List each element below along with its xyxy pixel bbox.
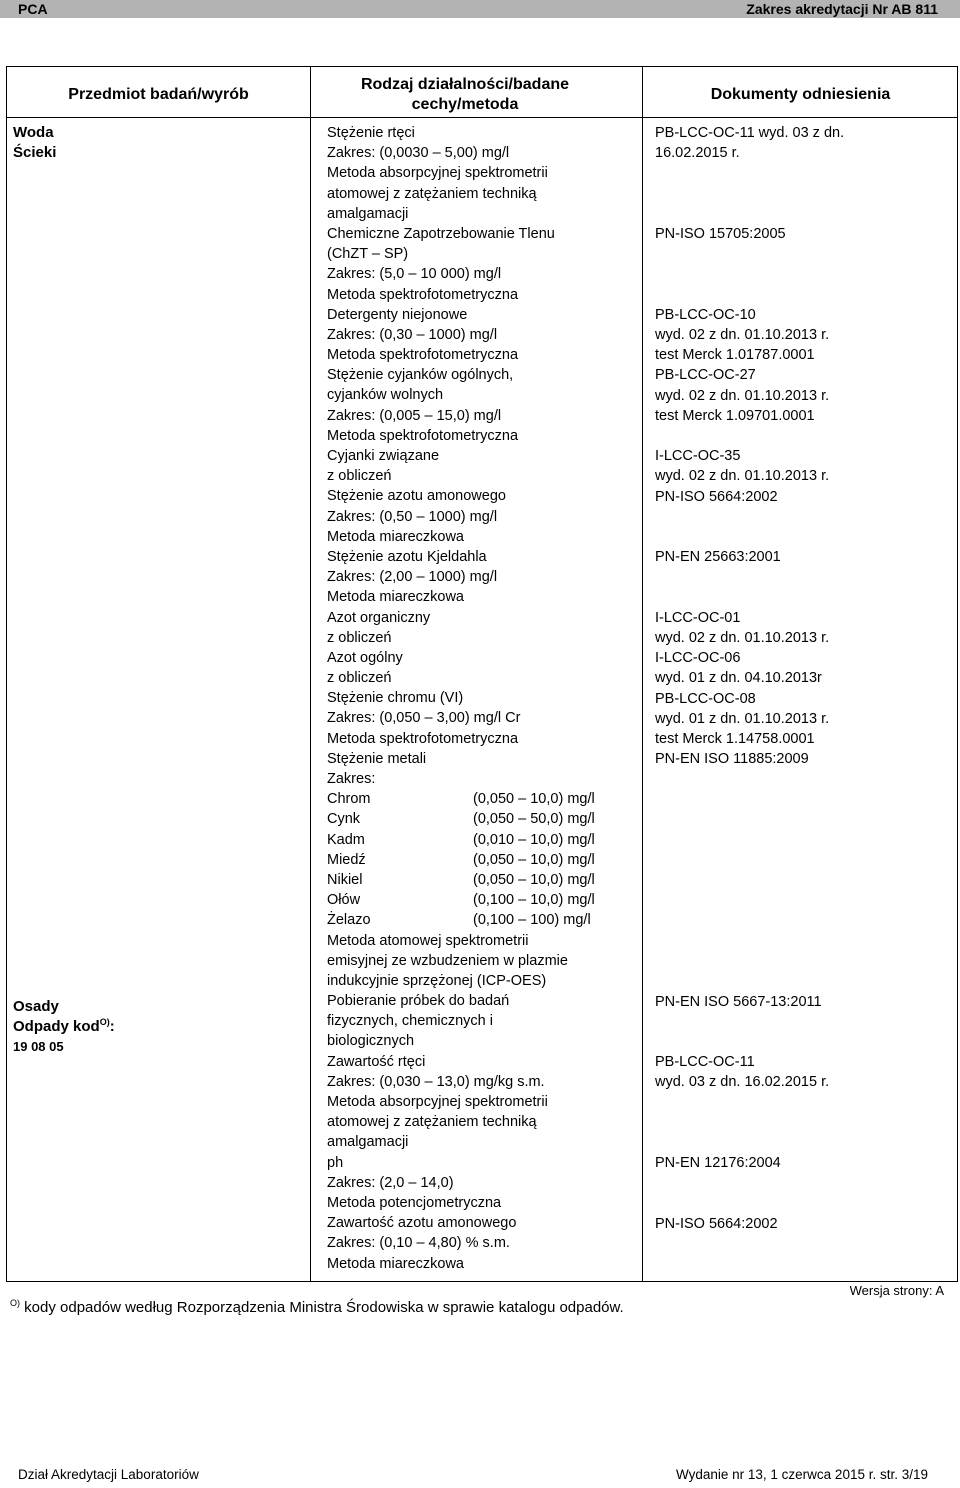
metal-name: Nikiel [327,871,363,888]
method-line: Zakres: (5,0 – 10 000) mg/l [327,266,502,283]
document-entry [655,487,778,507]
header-right: Zakres akredytacji Nr AB 811 [746,1,938,17]
document-line: PB-LCC-OC-08 [655,690,756,707]
method-line: Zawartość rtęci [327,1053,426,1070]
document-line: wyd. 01 z dn. 01.10.2013 r. [655,710,830,727]
method-line: cyjanków wolnych [327,387,444,404]
method-line: Stężenie azotu Kjeldahla [327,548,487,565]
method-line: Stężenie azotu amonowego [327,488,506,505]
subject-water [13,123,56,163]
document-line: wyd. 03 z dn. 16.02.2015 r. [655,1074,830,1091]
page-footer [18,1466,928,1484]
method-line: Stężenie rtęci [327,125,415,141]
method-line: Zakres: (0,0030 – 5,00) mg/l [327,145,510,162]
document-line: 16.02.2015 r. [655,145,740,162]
method-line: Metoda spektrofotometryczna [327,427,519,444]
subject-sludge [13,997,115,1058]
method-line: atomowej z zatężaniem techniką [327,185,537,202]
document-line: PB-LCC-OC-11 wyd. 03 z dn. [655,125,845,141]
metal-name: Miedź [327,851,366,868]
document-entry [655,1052,829,1092]
method-line: Stężenie metali [327,750,427,767]
document-line: PN-EN ISO 11885:2009 [655,751,809,768]
method-line: Metoda spektrofotometryczna [327,286,519,303]
subject-line: Osady [13,998,59,1015]
method-line: Metoda spektrofotometryczna [327,347,519,364]
footnote-text: kody odpadów według Rozporządzenia Ministra Środowiska w sprawie katalogu odpadów. [20,1299,624,1316]
method-line: Chemiczne Zapotrzebowanie Tlenu [327,225,555,242]
method-line: amalgamacji [327,1134,409,1151]
metal-range: (0,100 – 100) mg/l [473,912,591,929]
document-entry [655,749,809,769]
method-line: Zakres: (0,030 – 13,0) mg/kg s.m. [327,1073,545,1090]
method-line: fizycznych, chemicznych i [327,1013,493,1030]
document-line: PN-EN 25663:2001 [655,549,781,566]
document-entry [655,648,822,688]
document-entry [655,446,829,486]
document-entry [655,992,822,1012]
document-entry [655,224,786,244]
footer-right: Wydanie nr 13, 1 czerwca 2015 r. str. 3/19 [675,1467,928,1482]
footnote-marker: O) [10,1298,20,1308]
metal-range: (0,050 – 50,0) mg/l [473,811,595,828]
method-line: atomowej z zatężaniem techniką [327,1114,537,1131]
document-line: I-LCC-OC-35 [655,448,741,465]
method-line: Cyjanki związane [327,448,440,464]
page-header-bar [0,0,960,18]
header-row-divider [7,117,957,118]
method-line: Zawartość azotu amonowego [327,1215,517,1232]
document-line: wyd. 02 z dn. 01.10.2013 r. [655,387,830,404]
method-line: Metoda miareczkowa [327,1255,464,1272]
col-header-subject: Przedmiot badań/wyrób [68,86,249,103]
metal-row [327,789,595,809]
metal-range: (0,100 – 10,0) mg/l [473,892,595,909]
document-line: wyd. 02 z dn. 01.10.2013 r. [655,629,830,646]
document-entry [655,1153,781,1173]
method-line: indukcyjnie sprzężonej (ICP-OES) [327,972,547,989]
column-divider [642,67,643,1281]
subject-line: Woda [13,124,54,141]
accreditation-table [6,66,958,1282]
document-line: test Merck 1.14758.0001 [655,730,815,747]
subject-line: 19 08 05 [13,1039,64,1055]
document-line: PN-EN ISO 5667-13:2011 [655,993,822,1010]
method-line: Zakres: (0,30 – 1000) mg/l [327,326,498,343]
document-line: wyd. 02 z dn. 01.10.2013 r. [655,468,830,485]
method-line: Zakres: (0,005 – 15,0) mg/l [327,407,502,424]
method-line: emisyjnej ze wzbudzeniem w plazmie [327,952,568,969]
document-entry [655,689,829,750]
document-line: PN-ISO 5664:2002 [655,1215,778,1232]
method-line: Zakres: (0,50 – 1000) mg/l [327,508,498,525]
metal-range: (0,010 – 10,0) mg/l [473,831,595,848]
document-line: PN-EN 12176:2004 [655,1155,781,1172]
method-line: (ChZT – SP) [327,246,409,263]
method-line: ph [327,1154,344,1171]
document-entry [655,547,781,567]
metal-name: Cynk [327,811,361,828]
metal-row [327,910,591,930]
method-line: biologicznych [327,1033,415,1050]
method-line: Stężenie chromu (VI) [327,690,464,707]
footnote-marker: O) [99,1017,110,1028]
document-entry [655,305,829,366]
method-line: Zakres: (2,00 – 1000) mg/l [327,569,498,586]
metal-row [327,850,595,870]
metal-row [327,809,595,829]
subject-line: Ścieki [13,144,57,162]
document-line: I-LCC-OC-01 [655,609,741,626]
metal-name: Ołów [327,892,361,909]
document-entry [655,1214,778,1234]
col-header-method: Rodzaj działalności/badane cechy/metoda [360,76,570,113]
method-line: Zakres: (2,0 – 14,0) [327,1174,454,1191]
method-line: Detergenty niejonowe [327,306,468,323]
header-left: PCA [18,1,48,17]
document-line: I-LCC-OC-06 [655,650,741,667]
methods-column [327,123,595,1274]
document-line: PN-ISO 5664:2002 [655,488,778,505]
metal-row [327,830,595,850]
metal-range: (0,050 – 10,0) mg/l [473,851,595,868]
method-line: Zakres: [327,771,376,787]
document-line: PB-LCC-OC-11 [655,1054,755,1071]
document-entry [655,365,829,426]
metal-name: Kadm [327,831,365,848]
waste-code-colon: : [109,1018,115,1036]
document-line: PB-LCC-OC-27 [655,367,756,384]
method-line: Metoda absorpcyjnej spektrometrii [327,165,548,182]
waste-code-label: Odpady kod [13,1018,100,1036]
metal-name: Chrom [327,791,371,808]
footnote [10,1298,624,1318]
metal-range: (0,050 – 10,0) mg/l [473,791,595,808]
method-line: Zakres: (0,10 – 4,80) % s.m. [327,1235,510,1252]
method-line: Metoda potencjometryczna [327,1194,502,1211]
method-line: Metoda miareczkowa [327,589,464,606]
method-line: z obliczeń [327,629,392,646]
metal-row [327,870,595,890]
method-line: Metoda atomowej spektrometrii [327,932,529,949]
document-line: test Merck 1.09701.0001 [655,407,815,424]
document-line: wyd. 01 z dn. 04.10.2013r [655,670,822,687]
metal-range: (0,050 – 10,0) mg/l [473,871,595,888]
method-line: z obliczeń [327,670,392,687]
method-line: z obliczeń [327,468,392,485]
method-line: Metoda absorpcyjnej spektrometrii [327,1094,548,1110]
method-line: Metoda miareczkowa [327,528,464,545]
method-line: Azot ogólny [327,649,403,666]
method-line: Zakres: (0,050 – 3,00) mg/l Cr [327,710,521,727]
document-line: wyd. 02 z dn. 01.10.2013 r. [655,326,830,343]
method-line: amalgamacji [327,205,409,222]
method-line: Pobieranie próbek do badań [327,993,510,1010]
metal-name: Żelazo [327,912,371,929]
document-line: PB-LCC-OC-10 [655,306,756,323]
document-line: test Merck 1.01787.0001 [655,347,815,364]
column-divider [310,67,311,1281]
method-line: Stężenie cyjanków ogólnych, [327,367,514,384]
method-line: Azot organiczny [327,609,431,626]
document-line: PN-ISO 15705:2005 [655,226,786,242]
document-entry [655,608,829,648]
footer-left: Dział Akredytacji Laboratoriów [18,1467,199,1482]
document-entry [655,123,844,163]
method-line: Metoda spektrofotometryczna [327,730,519,747]
page-version: Wersja strony: A [849,1283,944,1298]
col-header-documents: Dokumenty odniesienia [710,86,891,103]
subject-line-waste-code [13,1017,115,1037]
metal-row [327,890,595,910]
